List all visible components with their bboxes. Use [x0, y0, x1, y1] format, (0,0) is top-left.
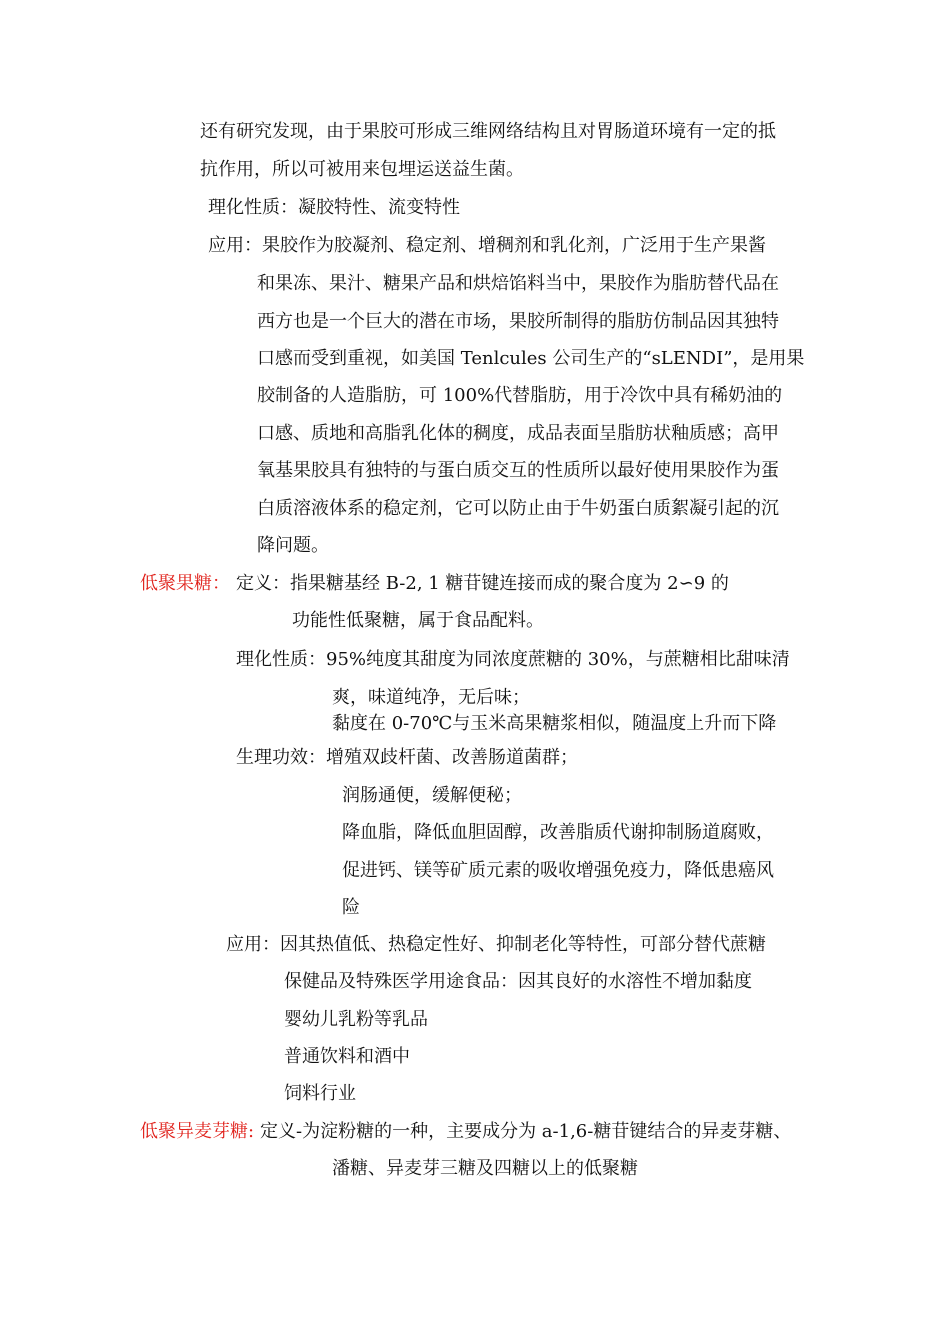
fos-properties-line-3: 黏度在 0-70℃与玉米高果糖浆相似，随温度上升而下降	[332, 713, 777, 734]
fos-definition-line-2: 功能性低聚糖，属于食品配料。	[292, 610, 544, 631]
fos-definition-line-1: 定义：指果糖基经 B-2, 1 糖苷键连接而成的聚合度为 2∽9 的	[236, 573, 729, 594]
pectin-properties: 理化性质：凝胶特性、流变特性	[208, 197, 460, 218]
fos-application-line-3: 婴幼儿乳粉等乳品	[284, 1009, 428, 1030]
fos-physiology-line-3: 降血脂，降低血胆固醇，改善脂质代谢抑制肠道腐败，	[342, 822, 774, 843]
pectin-application-line-2: 和果冻、果汁、糖果产品和烘焙馅料当中，果胶作为脂肪替代品在	[257, 273, 779, 294]
fos-physiology-line-5: 险	[342, 897, 360, 918]
fos-heading: 低聚果糖：	[140, 573, 230, 594]
pectin-research-line-1: 还有研究发现，由于果胶可形成三维网络结构且对胃肠道环境有一定的抵	[200, 121, 776, 142]
imo-definition-line-1: 定义-为淀粉糖的一种，主要成分为 a-1,6-糖苷键结合的异麦芽糖、	[260, 1121, 792, 1142]
pectin-application-line-8: 白质溶液体系的稳定剂，它可以防止由于牛奶蛋白质絮凝引起的沉	[257, 498, 779, 519]
pectin-application-line-9: 降问题。	[257, 535, 329, 556]
fos-physiology-line-4: 促进钙、镁等矿质元素的吸收增强免疫力，降低患癌风	[342, 860, 774, 881]
fos-properties-line-2: 爽，味道纯净，无后味；	[332, 687, 530, 708]
pectin-application-line-1: 应用：果胶作为胶凝剂、稳定剂、增稠剂和乳化剂，广泛用于生产果酱	[208, 235, 766, 256]
fos-physiology-line-2: 润肠通便，缓解便秘；	[342, 785, 522, 806]
pectin-application-line-6: 口感、质地和高脂乳化体的稠度，成品表面呈脂肪状釉质感；高甲	[257, 423, 779, 444]
fos-properties-line-1: 理化性质：95%纯度其甜度为同浓度蔗糖的 30%，与蔗糖相比甜味清	[236, 649, 790, 670]
pectin-application-line-7: 氧基果胶具有独特的与蛋白质交互的性质所以最好使用果胶作为蛋	[257, 460, 779, 481]
fos-application-line-1: 应用：因其热值低、热稳定性好、抑制老化等特性，可部分替代蔗糖	[226, 934, 766, 955]
pectin-application-line-3: 西方也是一个巨大的潜在市场，果胶所制得的脂肪仿制品因其独特	[257, 311, 779, 332]
imo-definition-line-2: 潘糖、异麦芽三糖及四糖以上的低聚糖	[332, 1158, 638, 1179]
pectin-research-line-2: 抗作用，所以可被用来包埋运送益生菌。	[200, 159, 524, 180]
pectin-application-line-4: 口感而受到重视，如美国 Tenlcules 公司生产的“sLENDI”，是用果	[257, 348, 805, 369]
fos-physiology-line-1: 生理功效：增殖双歧杆菌、改善肠道菌群；	[236, 747, 578, 768]
fos-application-line-5: 饲料行业	[284, 1083, 356, 1104]
imo-heading: 低聚异麦芽糖:	[140, 1121, 255, 1142]
pectin-application-line-5: 胶制备的人造脂肪，可 100%代替脂肪，用于冷饮中具有稀奶油的	[257, 385, 783, 406]
fos-application-line-2: 保健品及特殊医学用途食品：因其良好的水溶性不增加黏度	[284, 971, 752, 992]
fos-application-line-4: 普通饮料和酒中	[284, 1046, 410, 1067]
